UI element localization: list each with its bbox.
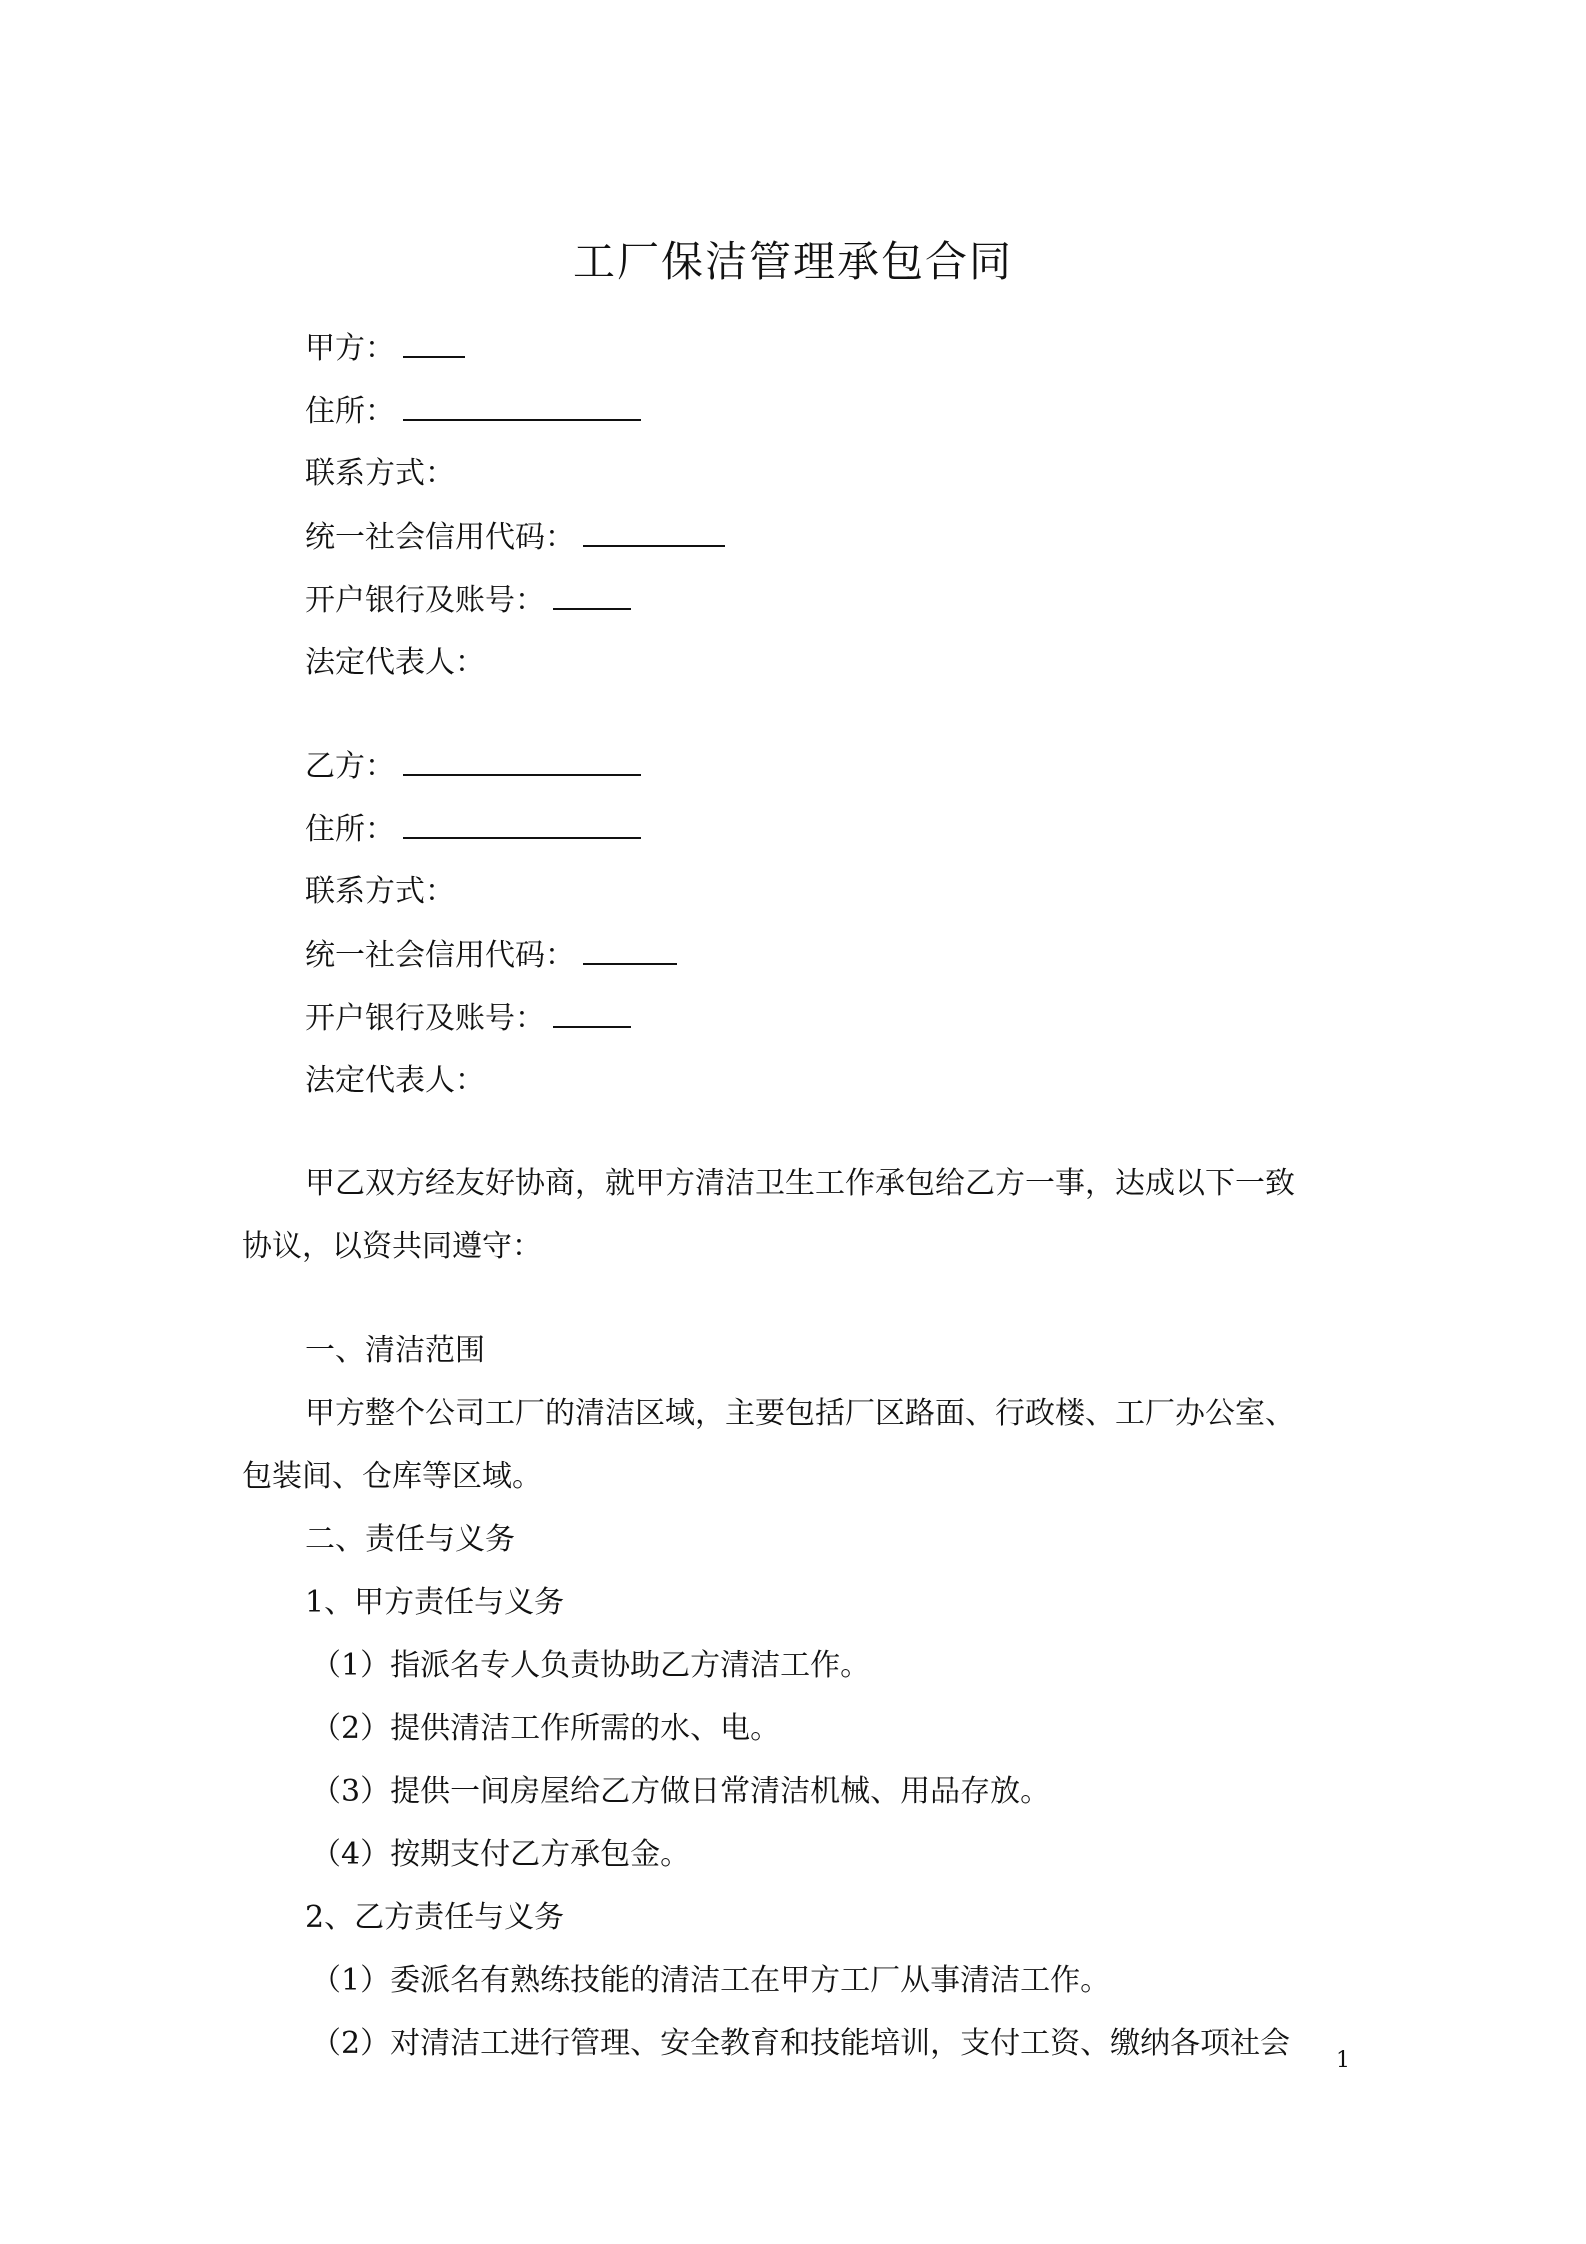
section-2-heading: 二、责任与义务: [305, 1522, 515, 1557]
party-a-credit-code-row: [305, 515, 725, 560]
party-b-rep-label: 法定代表人：: [305, 1063, 485, 1098]
party-a-contact-label: 联系方式：: [305, 456, 455, 491]
party-a-rep-label: 法定代表人：: [305, 645, 485, 680]
intro-line-1: 甲乙双方经友好协商，就甲方清洁卫生工作承包给乙方一事，达成以下一致: [305, 1166, 1295, 1201]
party-b-credit-code-row: [305, 933, 677, 978]
party-a-name-label: 甲方：: [305, 331, 395, 366]
party-a-duties-heading: 1、甲方责任与义务: [305, 1585, 565, 1620]
party-a-bank-row: [305, 578, 631, 623]
party-a-name-blank: [403, 326, 465, 358]
party-a-contact-row: [305, 452, 455, 496]
page-number: 1: [1336, 2048, 1350, 2073]
party-b-contact-row: [305, 870, 455, 914]
party-a-address-label: 住所：: [305, 394, 395, 429]
party-b-name-blank: [403, 744, 641, 776]
party-b-duty-item: （1）委派名有熟练技能的清洁工在甲方工厂从事清洁工作。: [311, 1963, 1111, 1998]
party-a-credit-code-label: 统一社会信用代码：: [305, 520, 575, 555]
party-a-duty-item: （4）按期支付乙方承包金。: [311, 1837, 691, 1872]
party-b-credit-code-blank: [583, 933, 677, 965]
party-b-bank-label: 开户银行及账号：: [305, 1001, 545, 1036]
party-b-bank-row: [305, 996, 631, 1041]
party-a-credit-code-blank: [583, 515, 725, 547]
party-b-bank-blank: [553, 996, 631, 1028]
party-a-address-blank: [403, 389, 641, 421]
party-b-name-label: 乙方：: [305, 749, 395, 784]
party-b-credit-code-label: 统一社会信用代码：: [305, 938, 575, 973]
party-a-bank-label: 开户银行及账号：: [305, 583, 545, 618]
party-a-duty-item: （2）提供清洁工作所需的水、电。: [311, 1711, 781, 1746]
party-a-bank-blank: [553, 578, 631, 610]
party-a-duty-item: （1）指派名专人负责协助乙方清洁工作。: [311, 1648, 871, 1683]
party-b-duty-item: （2）对清洁工进行管理、安全教育和技能培训，支付工资、缴纳各项社会: [311, 2026, 1291, 2061]
party-b-duties-heading: 2、乙方责任与义务: [305, 1900, 565, 1935]
party-b-rep-row: [305, 1059, 485, 1103]
party-b-address-label: 住所：: [305, 812, 395, 847]
party-b-address-blank: [403, 807, 641, 839]
intro-line-2: 协议，以资共同遵守：: [242, 1229, 542, 1264]
party-b-name-row: [305, 744, 641, 789]
document-title: 工厂保洁管理承包合同: [572, 237, 1013, 286]
section-1-line-1: 甲方整个公司工厂的清洁区域，主要包括厂区路面、行政楼、工厂办公室、: [305, 1396, 1295, 1431]
party-a-duty-item: （3）提供一间房屋给乙方做日常清洁机械、用品存放。: [311, 1774, 1051, 1809]
party-a-address-row: [305, 389, 641, 434]
section-1-heading: 一、清洁范围: [305, 1333, 485, 1368]
party-b-address-row: [305, 807, 641, 852]
party-a-name-row: [305, 326, 465, 371]
section-1-line-2: 包装间、仓库等区域。: [242, 1459, 542, 1494]
party-b-contact-label: 联系方式：: [305, 874, 455, 909]
party-a-rep-row: [305, 641, 485, 685]
